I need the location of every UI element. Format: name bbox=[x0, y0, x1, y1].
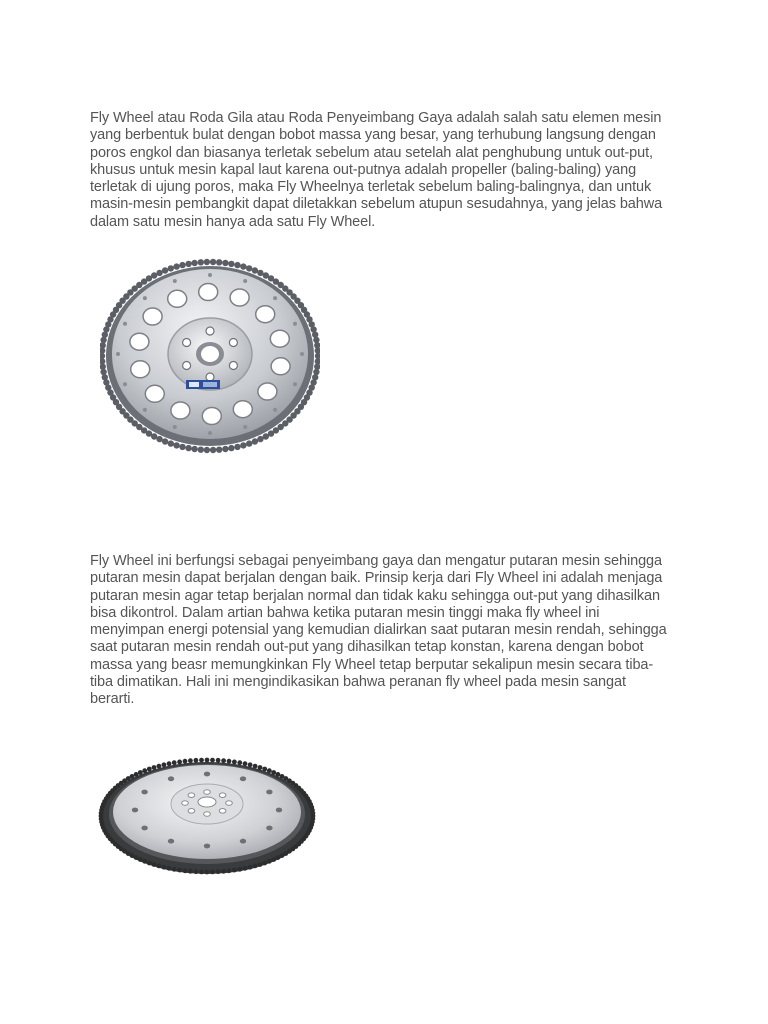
flywheel-image-front bbox=[100, 258, 320, 458]
flywheel-angled bbox=[99, 758, 316, 875]
flywheel-image-angled bbox=[96, 752, 318, 880]
paragraph-flywheel-definition: Fly Wheel atau Roda Gila atau Roda Penyeimbang Gaya adalah salah satu elemen mesin yang berbentuk bulat dengan bobot massa yang besar, yang terhubung langsung dengan poros engkol dan biasanya terletak sebelum atau setelah alat penghubung untuk out-put, khusus untuk mesin kapal laut karena out-putnya adalah propeller (baling-baling) yang terletak di ujung poros, maka Fly Wheelnya terletak sebelum baling-balingnya, dan untuk masin-mesin pembangkit dapat diletakkan sebelum atupun sesudahnya, yang jelas bahwa dalam satu mesin hanya ada satu Fly Wheel. bbox=[90, 110, 663, 230]
paragraph-flywheel-function: Fly Wheel ini berfungsi sebagai penyeimbang gaya dan mengatur putaran mesin sehingga putaran mesin dapat berjalan dengan baik. Prinsip kerja dari Fly Wheel ini adalah menjaga putaran mesin agar tetap berjalan normal dan tidak kaku sehingga out-put yang dihasilkan bisa dikontrol. Dalam artian bahwa ketika putaran mesin tinggi maka fly wheel ini menyimpan energi potensial yang kemudian dialirkan saat putaran mesin rendah, sehingga saat putaran mesin rendah out-put yang dihasilkan tetap konstan, karena dengan bobot massa yang beasr memungkinkan Fly Wheel tetap berputar sekalipun mesin secara tiba- tiba dimatikan. Hali ini mengindikasikan bahwa peranan fly wheel pada mesin sangat berarti. bbox=[90, 553, 667, 708]
flywheel-front bbox=[100, 259, 320, 453]
